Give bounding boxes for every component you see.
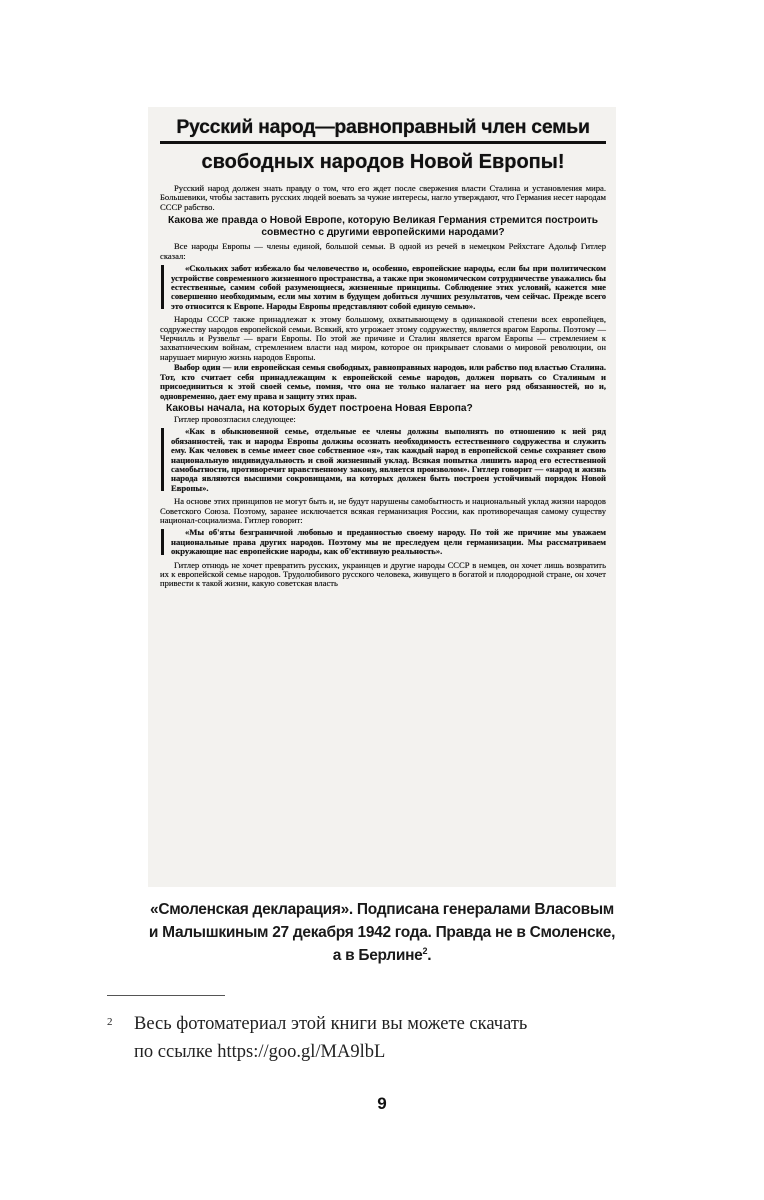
section-heading-principles: Каковы начала, на которых будет построена Новая Европа? [166, 402, 473, 414]
footnote-line-1: Весь фотоматериал этой книги вы можете скачать [134, 1014, 528, 1034]
caption-line-2: и Малышкиным 27 декабря 1942 года. Правда не в Смоленске, [148, 924, 616, 941]
footnote-divider [107, 995, 225, 996]
quote-3-text: «Мы об'яты безграничной любовью и преданностью своему народу. По той же причине мы уважаем национальные права других народов. Поэтому мы не преследуем цели германизации. Мы рассматриваем окружающие нас европейские народы, как об'ективную реальность». [171, 527, 606, 557]
figure-caption [100, 898, 664, 967]
title-rule [160, 141, 606, 144]
caption-line-3 [100, 944, 664, 967]
quote-block-3 [160, 528, 606, 556]
footnote-line-2: по ссылке https://goo.gl/MA9lbL [134, 1042, 386, 1062]
paragraph-4: Гитлер провозгласил следующее: [174, 413, 296, 424]
footnote-reference[interactable]: 2 [422, 945, 428, 956]
paragraph-3: Выбор один — или европейская семья свободных, равноправных народов, или рабство под властью Сталина. Тот, кто считает себя принадлежащим к европейской семье народов, должен порвать со Сталиным и присоединиться к этой своей семье, помня, что она не только налагает на него ряд обязанностей, но и, одновременно, дает ему права и защиту этих прав. [160, 362, 606, 401]
caption-line-3-text: а в Берлине [332, 947, 423, 964]
footnote-number: 2 [107, 1016, 113, 1028]
quote-block-2 [160, 427, 606, 493]
caption-line-1: «Смоленская декларация». Подписана генералами Власовым [150, 901, 614, 918]
scan-subtitle: свободных народов Новой Европы! [201, 151, 565, 173]
quote-1-text: «Скольких забот избежало бы человечество и, особенно, европейские народы, если бы при политическом устройстве современного жизненного пространства, а также при экономическом сотрудничестве уважались бы естественные, самим собой разумеющиеся, жизненные принципы. Соблюдение этих условий, кажется мне совершенно необходимым, если мы хотим в будущем добиться лучших результатов, чем сейчас. Прежде всего это относится к Европе. Народы Европы представляют собой единую семью». [171, 263, 606, 311]
newspaper-scan [148, 107, 616, 887]
paragraph-1: Все народы Европы — члены единой, большой семьи. В одной из речей в немецком Рейхстаге Адольф Гитлер сказал: [160, 241, 606, 261]
scan-title: Русский народ—равноправный член семьи [176, 116, 590, 138]
paragraph-5: На основе этих принципов не могут быть и, не будут нарушены самобытность и национальный уклад жизни народов Советского Союза. Поэтому, заранее исключается всякая германизация России, как противоречащая самому существу национал-социализма. Гитлер говорит: [160, 496, 606, 525]
page-number: 9 [377, 1094, 387, 1113]
footnote [107, 1010, 667, 1066]
quote-block-1 [160, 264, 606, 311]
caption-line-3-end: . [427, 947, 432, 964]
paragraph-2: Народы СССР также принадлежат к этому большому, охватывающему в одинаковой степени всех европейцев, содружеству народов европейской семьи. Всякий, кто угрожает этому содружеству, является врагом Европы. Поэтому — Черчилль и Рузвельт — враги Европы. По этой же причине и Сталин является врагом Европы — стремлением к захватническим войнам, стремлением власти над миром, которое он прикрывает словами о мировой революции, он нарушает мирную жизнь народов Европы. [160, 314, 606, 362]
quote-2-text: «Как в обыкновенной семье, отдельные ее члены должны выполнять по отношению к ней ряд обязанностей, так и народы Европы должны осознать необходимость естественного содружества и служить ему. Как человек в семье имеет свое собственное «я», так каждый народ в европейской семье сохраняет свою национальную индивидуальность и свой жизненный уклад. Всякая попытка лишить народ его естественной самобытности, противоречит нравственному закону, является произволом». Гитлер говорит — «народ и жизнь народа являются высшими сокровищами, на которых должен быть построен устойчивый порядок Новой Европы». [171, 426, 606, 493]
paragraph-6: Гитлер отнюдь не хочет превратить русских, украинцев и другие народы СССР в немцев, он хочет лишь возвратить их к европейской семье народов. Трудолюбивого русского человека, живущего в богатой и плодородной стране, он хочет привести к такой жизни, какую советская власть [160, 559, 606, 589]
section-heading-new-europe: Какова же правда о Новой Европе, которую Великая Германия стремится построить совместно с другими европейскими народами? [168, 215, 598, 238]
intro-paragraph: Русский народ должен знать правду о том, что его ждет после свержения власти Сталина и установления мира. Большевики, чтобы заставить русских людей воевать за чужие интересы, нагло утверждают, что Германия несет народам СССР рабство. [160, 183, 606, 212]
